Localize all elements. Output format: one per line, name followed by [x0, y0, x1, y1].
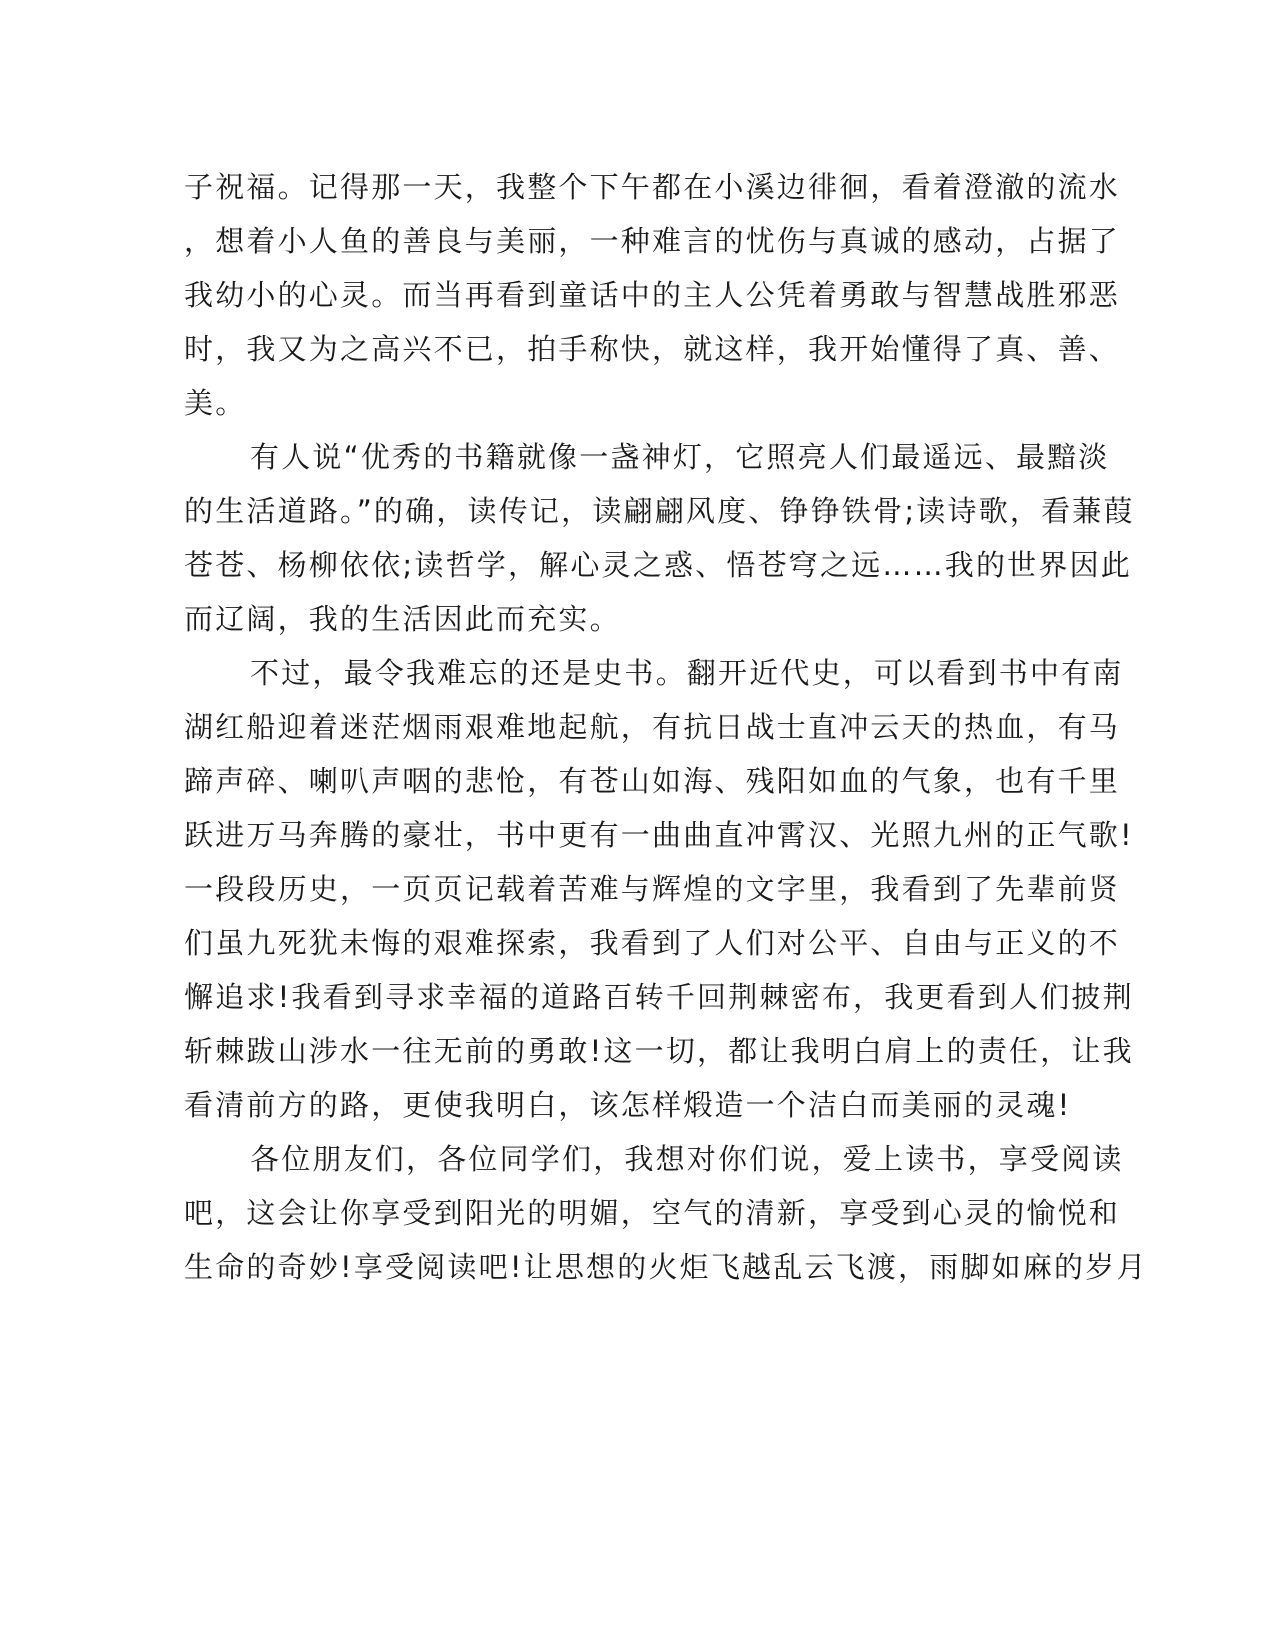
text-line: 一段段历史，一页页记载着苦难与辉煌的文字里，我看到了先辈前贤	[184, 872, 1121, 906]
text-line: 苍苍、杨柳依依;读哲学，解心灵之惑、悟苍穹之远……我的世界因此	[184, 548, 1132, 582]
text-line: 我幼小的心灵。而当再看到童话中的主人公凭着勇敢与智慧战胜邪恶	[184, 278, 1121, 312]
text-line: 懈追求!我看到寻求幸福的道路百转千回荆棘密布，我更看到人们披荆	[184, 980, 1134, 1014]
text-line: 蹄声碎、喇叭声咽的悲怆，有苍山如海、残阳如血的气象，也有千里	[184, 764, 1121, 798]
text-line: 斩棘跋山涉水一往无前的勇敢!这一切，都让我明白肩上的责任，让我	[184, 1034, 1134, 1068]
text-line: 生命的奇妙!享受阅读吧!让思想的火炬飞越乱云飞渡，雨脚如麻的岁月	[184, 1250, 1148, 1284]
text-line: 看清前方的路，更使我明白，该怎样煅造一个洁白而美丽的灵魂!	[184, 1088, 1072, 1122]
text-line: 湖红船迎着迷茫烟雨艰难地起航，有抗日战士直冲云天的热血，有马	[184, 710, 1121, 744]
paragraph-start-line: 不过，最令我难忘的还是史书。翻开近代史，可以看到书中有南	[250, 656, 1124, 690]
text-line: 们虽九死犹未悔的艰难探索，我看到了人们对公平、自由与正义的不	[184, 926, 1121, 960]
text-line: 的生活道路。”的确，读传记，读翩翩风度、铮铮铁骨;读诗歌，看蒹葭	[184, 494, 1135, 528]
text-line: 跃进万马奔腾的豪壮，书中更有一曲曲直冲霄汉、光照九州的正气歌!	[184, 818, 1134, 852]
text-line: 时，我又为之高兴不已，拍手称快，就这样，我开始懂得了真、善、	[184, 332, 1121, 366]
text-line: ，想着小人鱼的善良与美丽，一种难言的忧伤与真诚的感动，占据了	[184, 224, 1121, 258]
text-line: 美。	[184, 386, 247, 420]
paragraph-start-line: 有人说“优秀的书籍就像一盏神灯，它照亮人们最遥远、最黯淡	[250, 440, 1110, 474]
text-line: 子祝福。记得那一天，我整个下午都在小溪边徘徊，看着澄澈的流水	[184, 170, 1121, 204]
paragraph-start-line: 各位朋友们，各位同学们，我想对你们说，爱上读书，享受阅读	[250, 1142, 1124, 1176]
text-line: 吧，这会让你享受到阳光的明媚，空气的清新，享受到心灵的愉悦和	[184, 1196, 1121, 1230]
body-text	[184, 160, 1148, 1294]
text-line: 而辽阔，我的生活因此而充实。	[184, 602, 621, 636]
